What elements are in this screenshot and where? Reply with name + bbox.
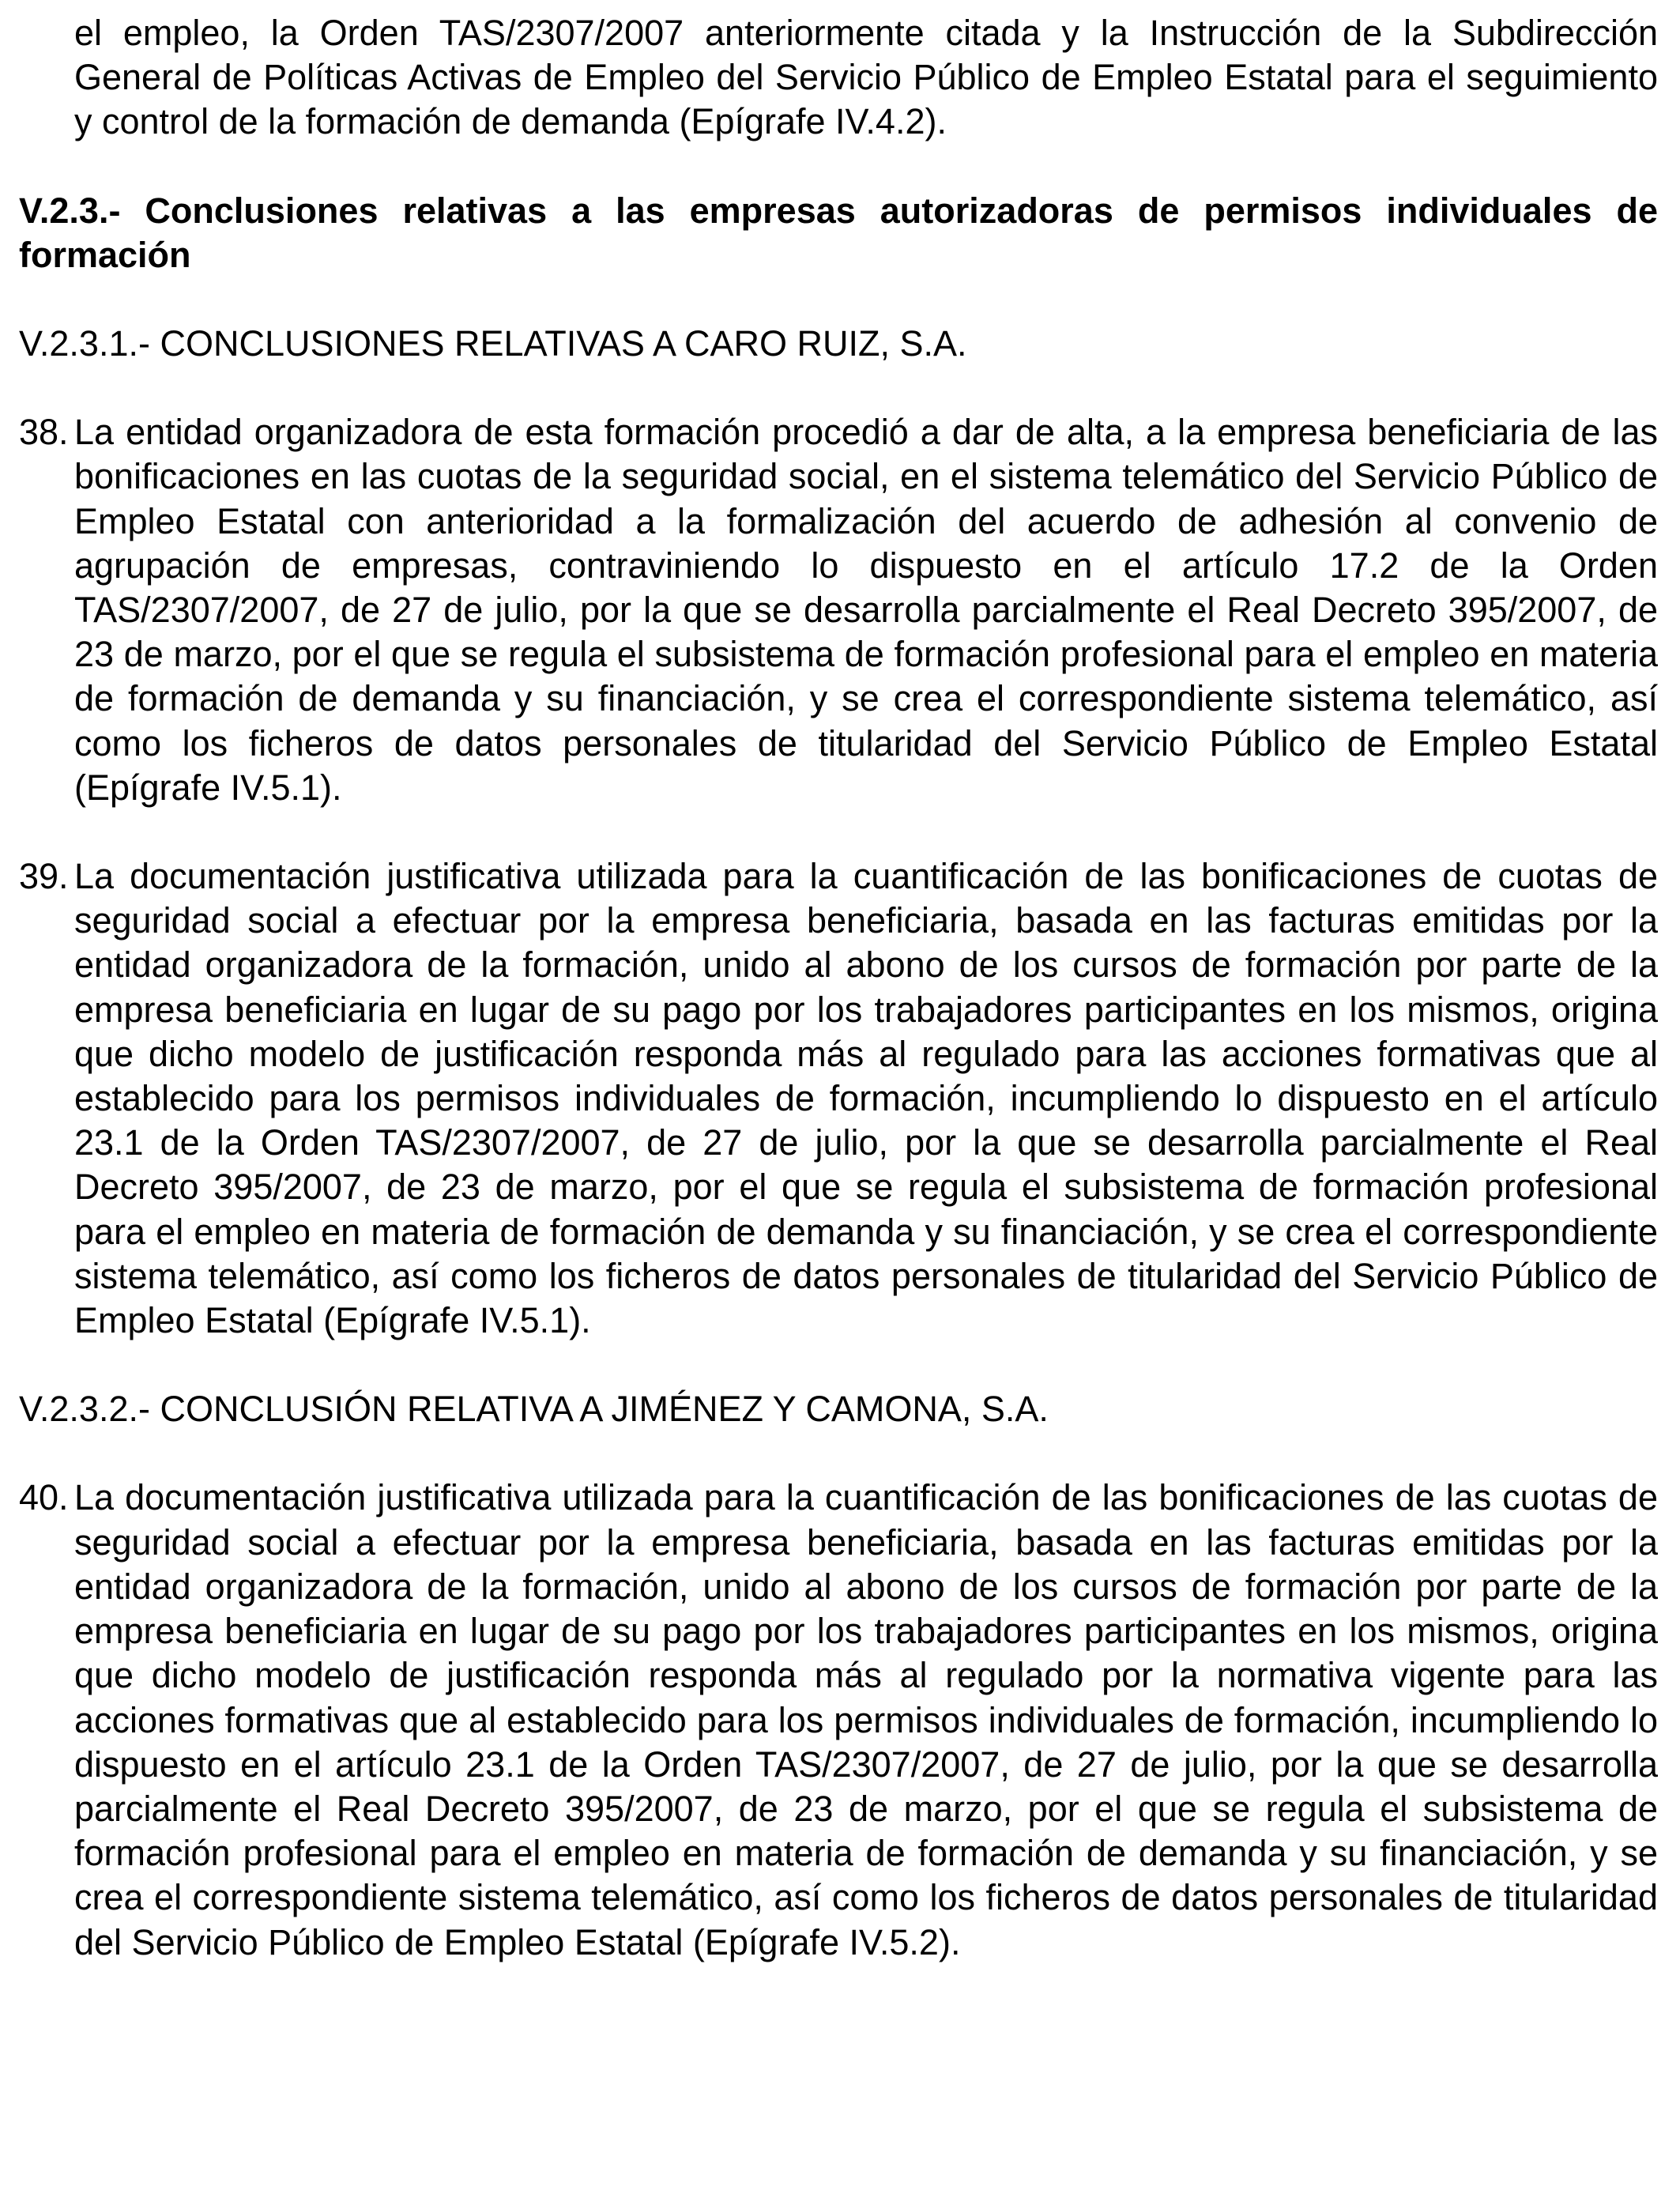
document-page (19, 11, 1658, 1965)
item-text: La documentación justificativa utilizada para la cuantificación de las bonificaciones de cuotas de seguridad social a efectuar por la empresa beneficiaria, basada en las facturas emitidas por la entidad organizadora de la formación, unido al abono de los cursos de formación por parte de la empresa beneficiaria en lugar de su pago por los trabajadores participantes en los mismos, origina que dicho modelo de justificación responda más al regulado para las acciones formativas que al establecido para los permisos individuales de formación, incumpliendo lo dispuesto en el artículo 23.1 de la Orden TAS/2307/2007, de 27 de julio, por la que se desarrolla parcialmente el Real Decreto 395/2007, de 23 de marzo, por el que se regula el subsistema de formación profesional para el empleo en materia de formación de demanda y su financiación, y se crea el correspondiente sistema telemático, así como los ficheros de datos personales de titularidad del Servicio Público de Empleo Estatal (Epígrafe IV.5.1). (74, 856, 1658, 1341)
item-number: 40. (19, 1477, 69, 1518)
spacer (19, 1343, 1658, 1387)
section-heading: V.2.3.- Conclusiones relativas a las empresas autorizadoras de permisos individuales de formación (19, 190, 1658, 275)
spacer (19, 810, 1658, 854)
subsection-heading-caro-ruiz: V.2.3.1.- CONCLUSIONES RELATIVAS A CARO RUIZ, S.A. (19, 323, 967, 364)
spacer (19, 277, 1658, 322)
item-text: La documentación justificativa utilizada para la cuantificación de las bonificaciones de las cuotas de seguridad social a efectuar por la empresa beneficiaria, basada en las facturas emitidas por la entidad organizadora de la formación, unido al abono de los cursos de formación por parte de la empresa beneficiaria en lugar de su pago por los trabajadores participantes en los mismos, origina que dicho modelo de justificación responda más al regulado por la normativa vigente para las acciones formativas que al establecido para los permisos individuales de formación, incumpliendo lo dispuesto en el artículo 23.1 de la Orden TAS/2307/2007, de 27 de julio, por la que se desarrolla parcialmente el Real Decreto 395/2007, de 23 de marzo, por el que se regula el subsistema de formación profesional para el empleo en materia de formación de demanda y su financiación, y se crea el correspondiente sistema telemático, así como los ficheros de datos personales de titularidad del Servicio Público de Empleo Estatal (Epígrafe IV.5.2). (74, 1477, 1658, 1962)
conclusion-item-40 (19, 1476, 1658, 1964)
conclusion-item-39 (19, 854, 1658, 1343)
spacer (19, 1431, 1658, 1476)
spacer (19, 366, 1658, 410)
subsection-heading-jimenez-camona: V.2.3.2.- CONCLUSIÓN RELATIVA A JIMÉNEZ Y CAMONA, S.A. (19, 1389, 1049, 1430)
item-number: 38. (19, 412, 69, 453)
spacer (19, 145, 1658, 189)
item-text: La entidad organizadora de esta formación procedió a dar de alta, a la empresa beneficiaria de las bonificaciones en las cuotas de la seguridad social, en el sistema telemático del Servicio Público de Empleo Estatal con anterioridad a la formalización del acuerdo de adhesión al convenio de agrupación de empresas, contraviniendo lo dispuesto en el artículo 17.2 de la Orden TAS/2307/2007, de 27 de julio, por la que se desarrolla parcialmente el Real Decreto 395/2007, de 23 de marzo, por el que se regula el subsistema de formación profesional para el empleo en materia de formación de demanda y su financiación, y se crea el correspondiente sistema telemático, así como los ficheros de datos personales de titularidad del Servicio Público de Empleo Estatal (Epígrafe IV.5.1). (74, 412, 1658, 808)
item-number: 39. (19, 856, 69, 897)
intro-continuation-paragraph: el empleo, la Orden TAS/2307/2007 anteriormente citada y la Instrucción de la Subdirección General de Políticas Activas de Empleo del Servicio Público de Empleo Estatal para el seguimiento y control de la formación de demanda (Epígrafe IV.4.2). (74, 13, 1658, 142)
conclusion-item-38 (19, 410, 1658, 810)
